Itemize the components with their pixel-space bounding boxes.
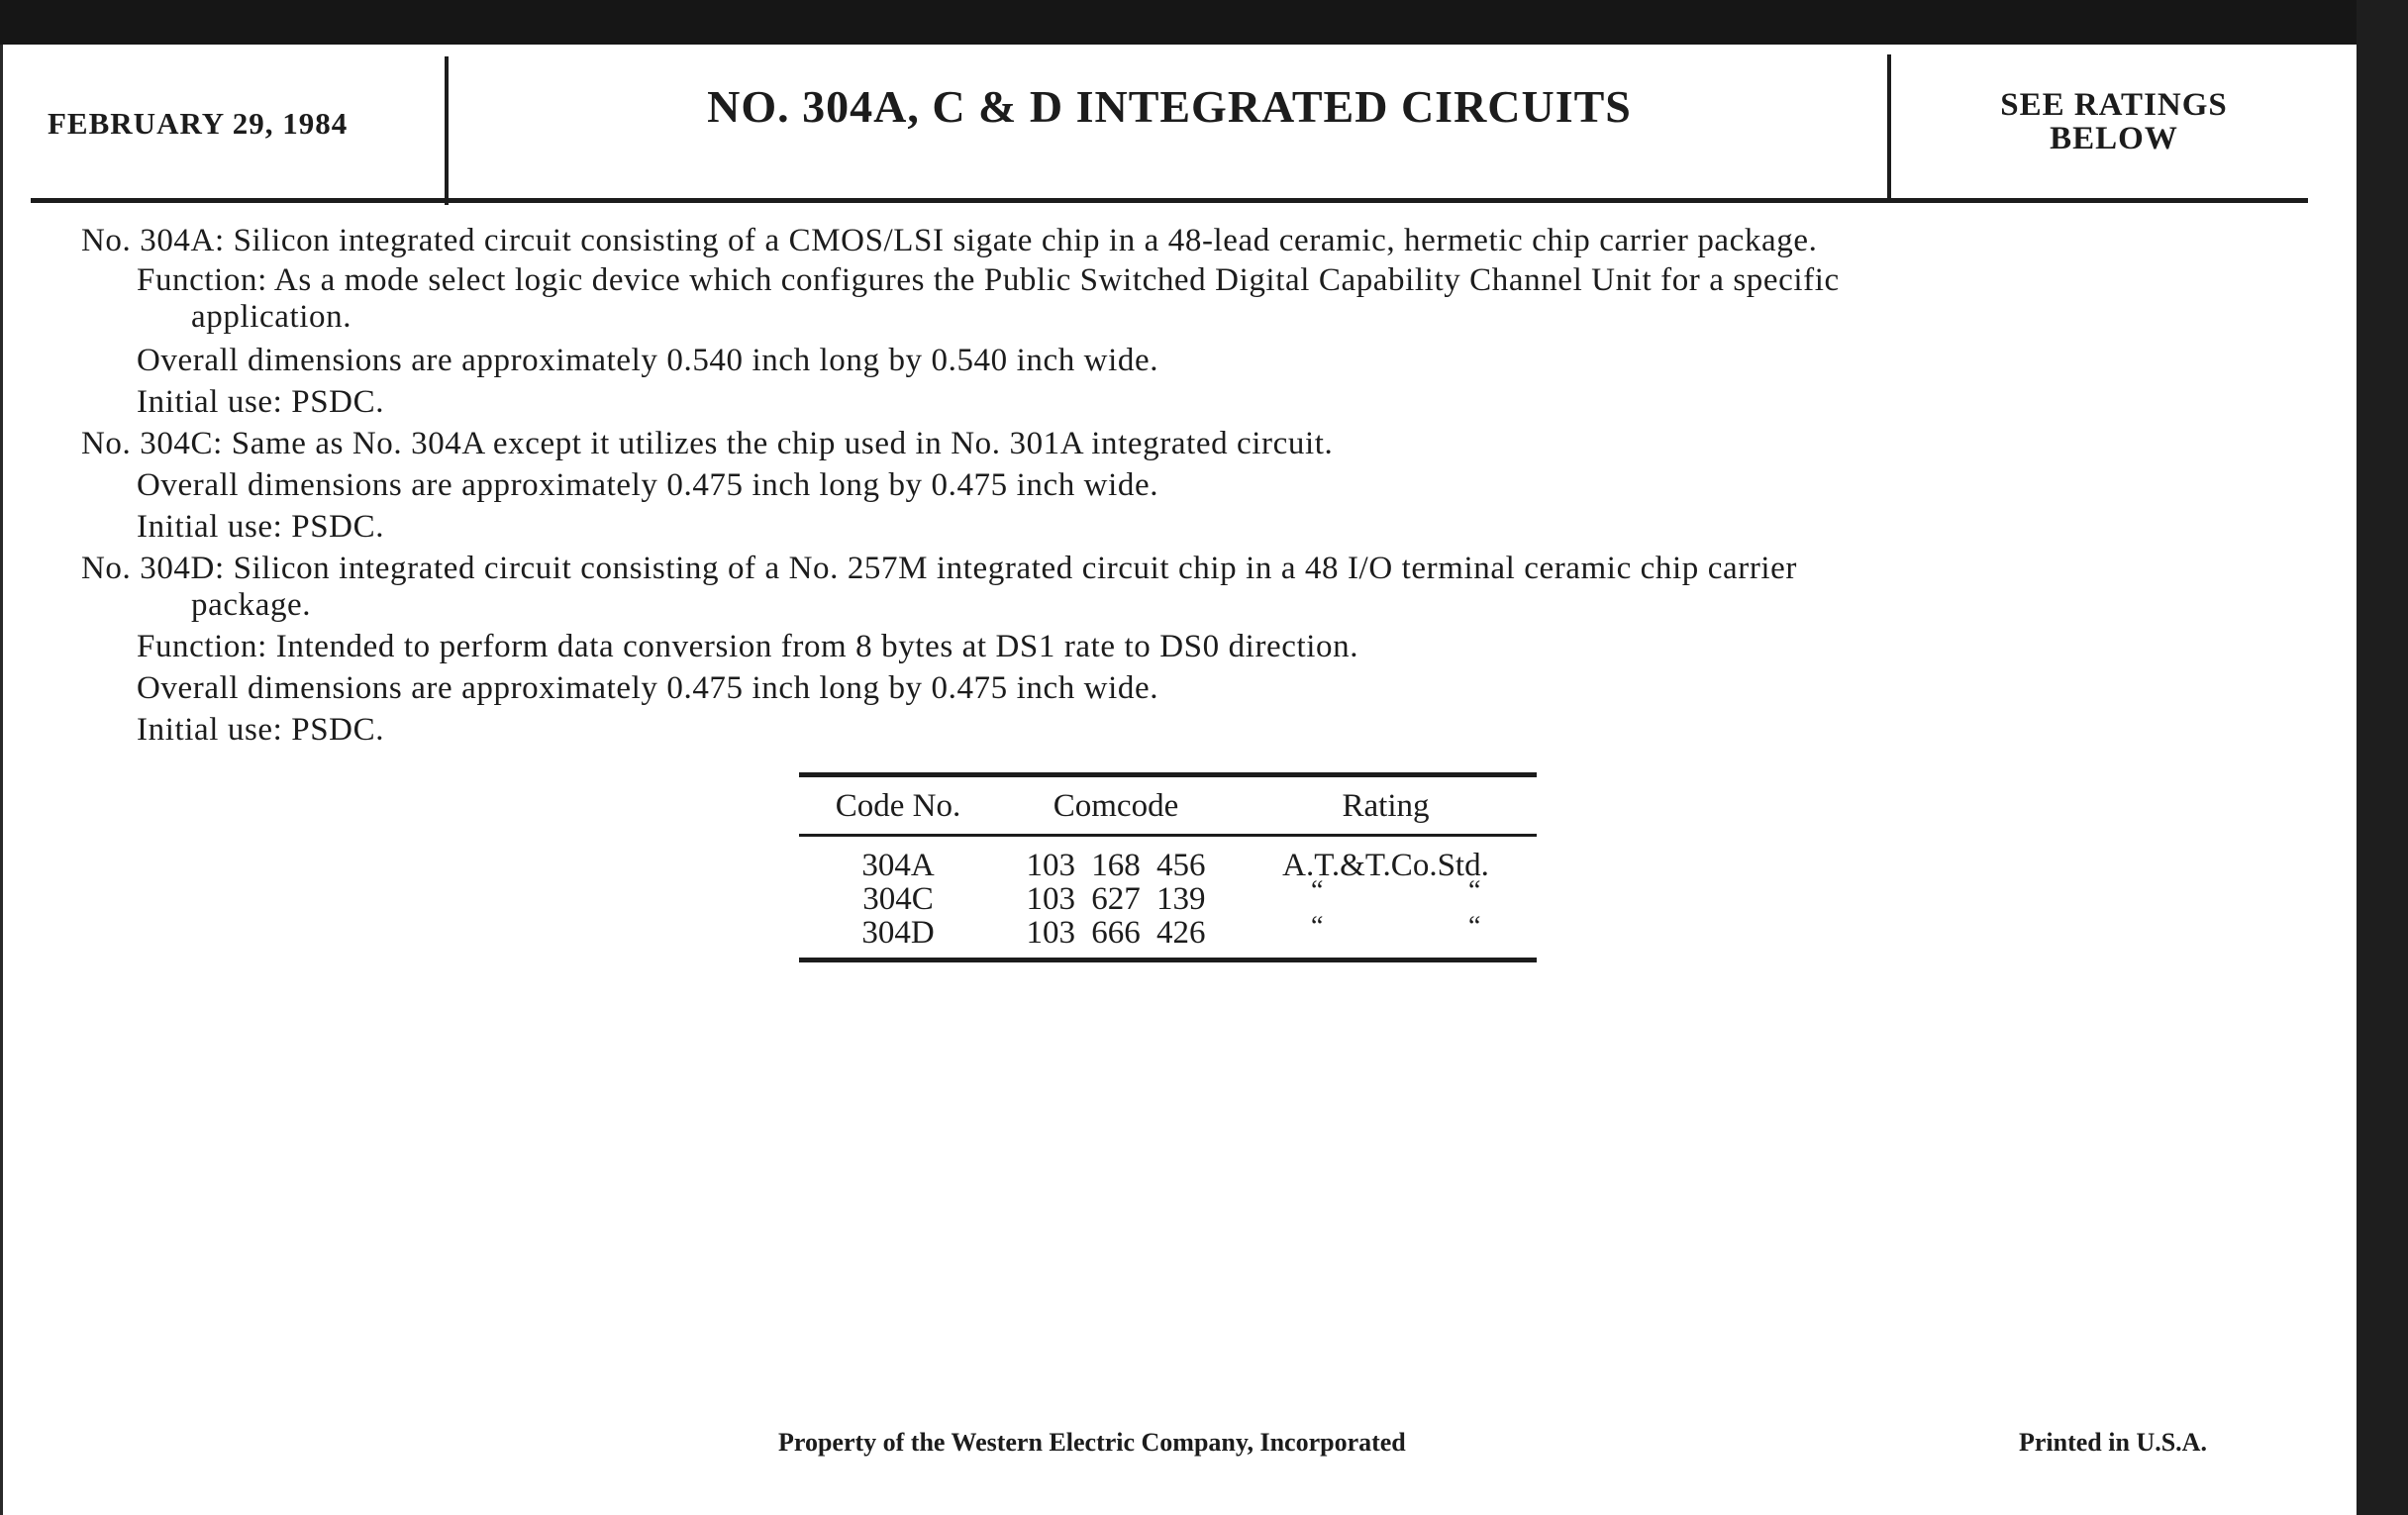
entry-304a-function: Function: As a mode select logic device which configures the Public Switched Digital Capability Channel Unit for a specific — [137, 262, 1840, 298]
cell-code-no: 304A — [861, 848, 935, 883]
cell-rating: A.T.&T.Co.Std. — [1282, 848, 1489, 883]
footer-printed-in: Printed in U.S.A. — [2019, 1428, 2207, 1457]
table-header-rule — [799, 834, 1537, 837]
table-top-rule — [799, 772, 1537, 777]
entry-304d-description-continued: package. — [191, 587, 312, 623]
footer-property-notice: Property of the Western Electric Company, Incorporated — [778, 1428, 1406, 1457]
entry-304a-dimensions: Overall dimensions are approximately 0.540 inch long by 0.540 inch wide. — [137, 343, 1159, 378]
cell-rating-ditto-mark: “ — [1468, 911, 1481, 942]
ratings-note-line-1: SEE RATINGS — [2000, 87, 2228, 123]
cell-comcode: 103 666 426 — [1026, 915, 1206, 951]
entry-304d-initial-use: Initial use: PSDC. — [137, 712, 385, 748]
cell-comcode: 103 627 139 — [1026, 881, 1206, 917]
header-rule — [31, 198, 2308, 203]
cell-code-no: 304D — [861, 915, 935, 951]
entry-304a-function-continued: application. — [191, 299, 352, 335]
ratings-note-line-2: BELOW — [2050, 121, 2178, 156]
table-bottom-rule — [799, 958, 1537, 962]
entry-304a-description: No. 304A: Silicon integrated circuit consisting of a CMOS/LSI sigate chip in a 48-lead ceramic, hermetic chip carrier package. — [81, 223, 1818, 258]
entry-304c-dimensions: Overall dimensions are approximately 0.475 inch long by 0.475 inch wide. — [137, 467, 1159, 503]
column-header-rating: Rating — [1342, 788, 1430, 824]
entry-304d-function: Function: Intended to perform data conversion from 8 bytes at DS1 rate to DS0 direction. — [137, 629, 1359, 664]
cell-comcode: 103 168 456 — [1026, 848, 1206, 883]
entry-304d-dimensions: Overall dimensions are approximately 0.475 inch long by 0.475 inch wide. — [137, 670, 1159, 706]
scan-border-top — [0, 0, 2408, 45]
page-title: NO. 304A, C & D INTEGRATED CIRCUITS — [707, 81, 1632, 132]
cell-code-no: 304C — [862, 881, 934, 917]
entry-304c-initial-use: Initial use: PSDC. — [137, 509, 385, 545]
entry-304c-description: No. 304C: Same as No. 304A except it utilizes the chip used in No. 301A integrated circuit. — [81, 426, 1334, 461]
column-header-comcode: Comcode — [1053, 788, 1179, 824]
issue-date: FEBRUARY 29, 1984 — [48, 106, 349, 141]
document-page — [3, 45, 2357, 1515]
entry-304d-description: No. 304D: Silicon integrated circuit consisting of a No. 257M integrated circuit chip in a 48 I/O terminal ceramic chip carrier — [81, 551, 1798, 586]
cell-rating-ditto-mark: “ — [1468, 875, 1481, 906]
cell-rating-ditto-mark: “ — [1311, 875, 1324, 906]
ratings-note — [1891, 88, 2337, 155]
column-header-code-no: Code No. — [835, 788, 961, 824]
cell-rating-ditto-mark: “ — [1311, 911, 1324, 942]
scan-border-right — [2357, 0, 2408, 1515]
entry-304a-initial-use: Initial use: PSDC. — [137, 384, 385, 420]
